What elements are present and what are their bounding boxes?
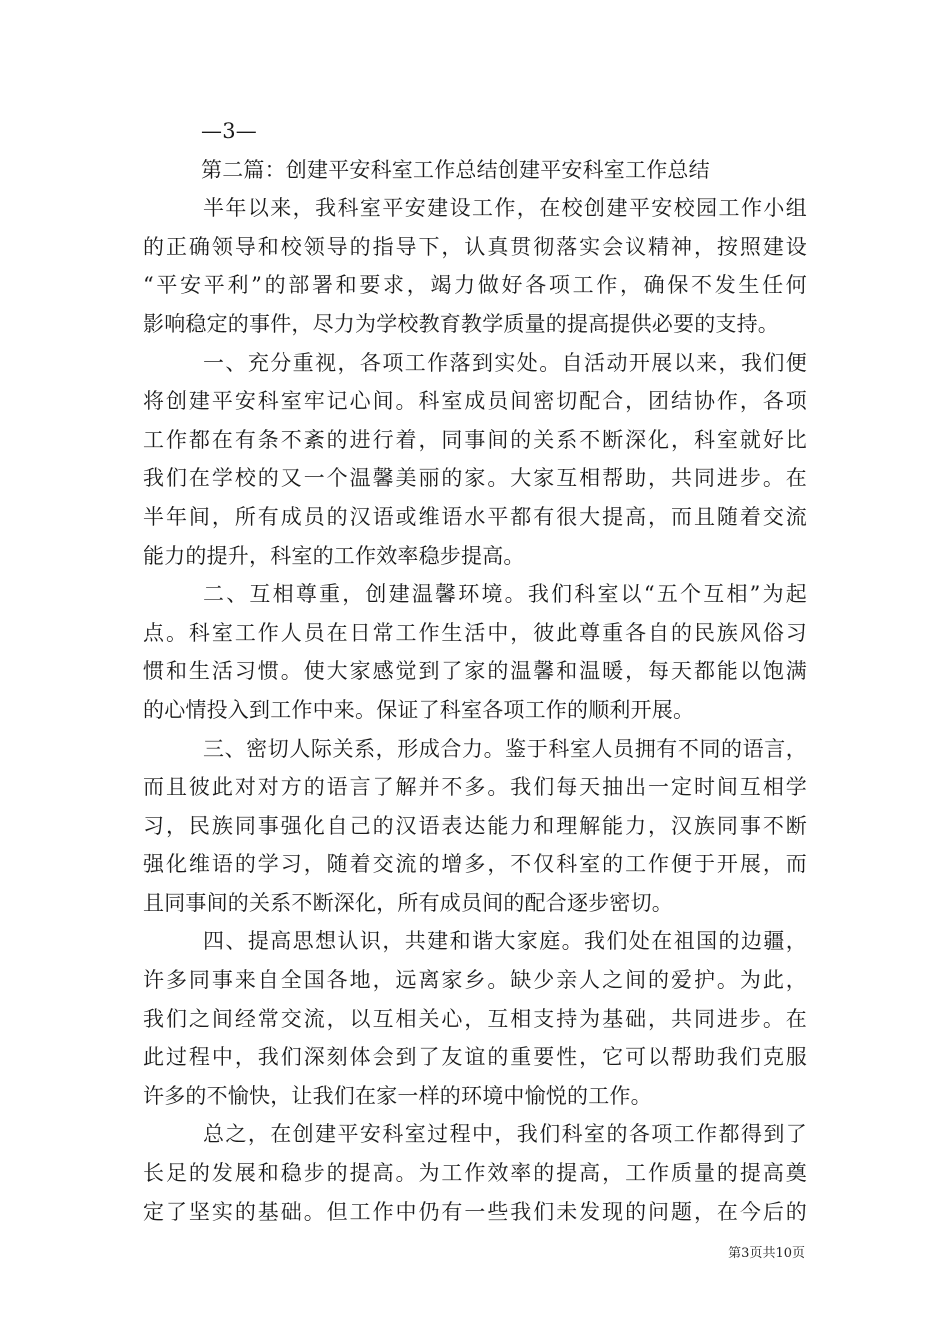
paragraph-line: 一、充分重视，各项工作落到实处。自活动开展以来，我们便 <box>203 350 807 375</box>
paragraph-line: 强化维语的学习，随着交流的增多，不仅科室的工作便于开展，而 <box>143 852 807 877</box>
paragraph-list <box>143 189 807 1231</box>
paragraph <box>143 922 807 1115</box>
paragraph <box>143 1115 807 1231</box>
page-footer: 第3页共10页 <box>728 1246 805 1261</box>
paragraph-line: 我们之间经常交流，以互相关心，互相支持为基础，共同进步。在 <box>143 1006 807 1031</box>
section-heading: 第二篇：创建平安科室工作总结创建平安科室工作总结 <box>201 157 710 182</box>
paragraph-line: 而且彼此对对方的语言了解并不多。我们每天抽出一定时间互相学 <box>143 775 807 800</box>
document-body <box>143 112 807 1231</box>
paragraph-line: 影响稳定的事件，尽力为学校教育教学质量的提高提供必要的支持。 <box>143 311 779 336</box>
paragraph-line: 工作都在有条不紊的进行着，同事间的关系不断深化，科室就好比 <box>143 427 807 452</box>
paragraph-line: 此过程中，我们深刻体会到了友谊的重要性，它可以帮助我们克服 <box>143 1045 807 1070</box>
paragraph-line: 的正确领导和校领导的指导下，认真贯彻落实会议精神，按照建设 <box>143 234 807 259</box>
paragraph-line: 许多同事来自全国各地，远离家乡。缺少亲人之间的爱护。为此， <box>143 968 807 993</box>
paragraph-line: 惯和生活习惯。使大家感觉到了家的温馨和温暖，每天都能以饱满 <box>143 659 807 684</box>
paragraph-line: 长足的发展和稳步的提高。为工作效率的提高，工作质量的提高奠 <box>143 1161 807 1186</box>
paragraph-line: 我们在学校的又一个温馨美丽的家。大家互相帮助，共同进步。在 <box>143 466 807 491</box>
paragraph-line: 的心情投入到工作中来。保证了科室各项工作的顺利开展。 <box>143 697 695 722</box>
paragraph-line: 许多的不愉快，让我们在家一样的环境中愉悦的工作。 <box>143 1083 652 1108</box>
paragraph-line: 将创建平安科室牢记心间。科室成员间密切配合，团结协作，各项 <box>143 389 807 414</box>
paragraph-line: 总之，在创建平安科室过程中，我们科室的各项工作都得到了 <box>203 1122 807 1147</box>
paragraph <box>143 189 807 343</box>
paragraph-line: 半年以来，我科室平安建设工作，在校创建平安校园工作小组 <box>203 196 807 221</box>
paragraph <box>143 575 807 729</box>
page-marker: —3— <box>201 119 257 143</box>
paragraph-line: 定了坚实的基础。但工作中仍有一些我们未发现的问题，在今后的 <box>143 1199 807 1224</box>
paragraph-line: 四、提高思想认识，共建和谐大家庭。我们处在祖国的边疆， <box>203 929 807 954</box>
paragraph-line: 习，民族同事强化自己的汉语表达能力和理解能力，汉族同事不断 <box>143 813 807 838</box>
paragraph-line: 半年间，所有成员的汉语或维语水平都有很大提高，而且随着交流 <box>143 504 807 529</box>
paragraph <box>143 730 807 923</box>
paragraph-line: “平安平利”的部署和要求，竭力做好各项工作，确保不发生任何 <box>143 273 807 298</box>
paragraph-line: 二、互相尊重，创建温馨环境。我们科室以“五个互相”为起 <box>203 582 807 607</box>
paragraph <box>143 344 807 576</box>
paragraph-line: 能力的提升，科室的工作效率稳步提高。 <box>143 543 525 568</box>
paragraph-line: 点。科室工作人员在日常工作生活中，彼此尊重各自的民族风俗习 <box>143 620 807 645</box>
paragraph-line: 三、密切人际关系，形成合力。鉴于科室人员拥有不同的语言， <box>203 736 807 761</box>
paragraph-line: 且同事间的关系不断深化，所有成员间的配合逐步密切。 <box>143 890 673 915</box>
